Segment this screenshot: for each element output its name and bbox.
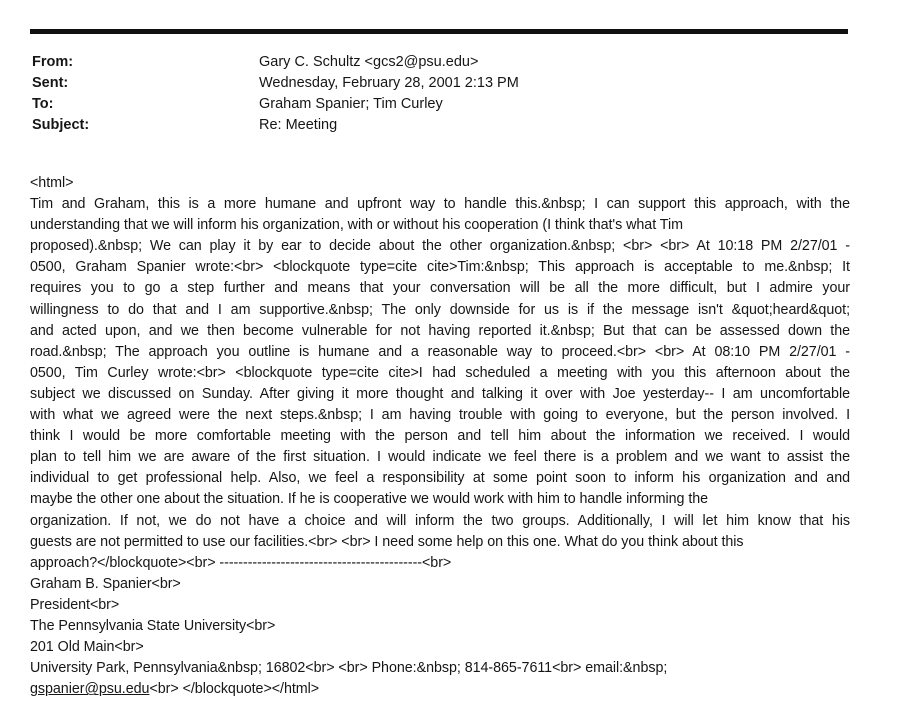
email-link: gspanier@psu.edu (30, 681, 150, 698)
body-line: 0500, Tim Curley wrote:<br> <blockquote type=cite cite>I had scheduled a meeting with you this afternoon about the (30, 364, 850, 381)
sent-label: Sent: (32, 75, 69, 91)
body-line: willingness to do that and I am supportive.&nbsp; The only downside for us is if the message isn't &quot;heard&quot; (30, 301, 850, 318)
body-line: requires you to go a step further and means that your conversation will be all the more difficult, but I admire your (30, 280, 850, 297)
body-line: proposed).&nbsp; We can play it by ear to decide about the other organization.&nbsp; <br> <br> At 10:18 PM 2/27/01 - (30, 238, 850, 255)
email-body (30, 173, 850, 700)
body-line: 0500, Graham Spanier wrote:<br> <blockquote type=cite cite>Tim:&nbsp; This approach is acceptable to me.&nbsp; It (30, 259, 850, 276)
signature-university-line: The Pennsylvania State University<br> (30, 617, 276, 634)
body-line: individual to get professional help. Also, we feel a responsibility at some point soon to inform his organization and and (30, 470, 850, 487)
body-line: with what we agreed were the next steps.&nbsp; I am having trouble with going to everyone, but the person involved. I (30, 407, 850, 424)
email-header (32, 52, 519, 136)
body-line: think I would be more comfortable meeting with the person and tell him about the information we received. I would (30, 428, 850, 445)
body-line: plan to tell him we are aware of the first situation. I would indicate we feel there is a problem and we want to assist the (30, 449, 850, 466)
body-line: maybe the other one about the situation. If he is cooperative we would work with him to handle informing the (30, 491, 709, 508)
body-line: approach?</blockquote><br> -------------------------------------------<br> (30, 554, 452, 571)
header-top-rule (30, 29, 848, 34)
closing-line (30, 679, 850, 700)
body-line: guests are not permitted to use our facilities.<br> <br> I need some help on this one. What do you think about this (30, 533, 744, 550)
signature-name-line: Graham B. Spanier<br> (30, 575, 181, 592)
body-line: and acted upon, and we then become vulnerable for not having reported it.&nbsp; But that can be assessed down the (30, 322, 850, 339)
from-value: Gary C. Schultz <gcs2@psu.edu> (259, 54, 479, 70)
body-line: road.&nbsp; The approach you outline is humane and a reasonable way to proceed.<br> <br> At 08:10 PM 2/27/01 - (30, 343, 850, 360)
header-row-sent (32, 73, 519, 94)
body-line: Tim and Graham, this is a more humane and upfront way to handle this.&nbsp; I can support this approach, with the (30, 196, 850, 213)
subject-label: Subject: (32, 117, 90, 133)
body-line: organization. If not, we do not have a choice and will inform the two groups. Additionally, I will let him know that his (30, 512, 850, 529)
body-line: <html> (30, 175, 74, 191)
sent-value: Wednesday, February 28, 2001 2:13 PM (259, 75, 519, 91)
to-value: Graham Spanier; Tim Curley (259, 96, 443, 112)
body-line: subject we discussed on Sunday. After giving it more thought and talking it over with Joe yesterday-- I am uncomfortable (30, 385, 850, 402)
header-row-to (32, 94, 519, 115)
signature-title-line: President<br> (30, 596, 120, 613)
signature-contact-line: University Park, Pennsylvania&nbsp; 16802<br> <br> Phone:&nbsp; 814-865-7611<br> email:&nbsp; (30, 660, 668, 677)
subject-value: Re: Meeting (259, 117, 338, 133)
from-label: From: (32, 54, 74, 70)
body-line: understanding that we will inform his organization, with or without his cooperation (I think that's what Tim (30, 217, 683, 234)
closing-tail: <br> </blockquote></html> (149, 681, 320, 698)
signature-address-line: 201 Old Main<br> (30, 639, 144, 656)
header-row-subject (32, 115, 519, 136)
to-label: To: (32, 96, 54, 112)
header-row-from (32, 52, 519, 73)
